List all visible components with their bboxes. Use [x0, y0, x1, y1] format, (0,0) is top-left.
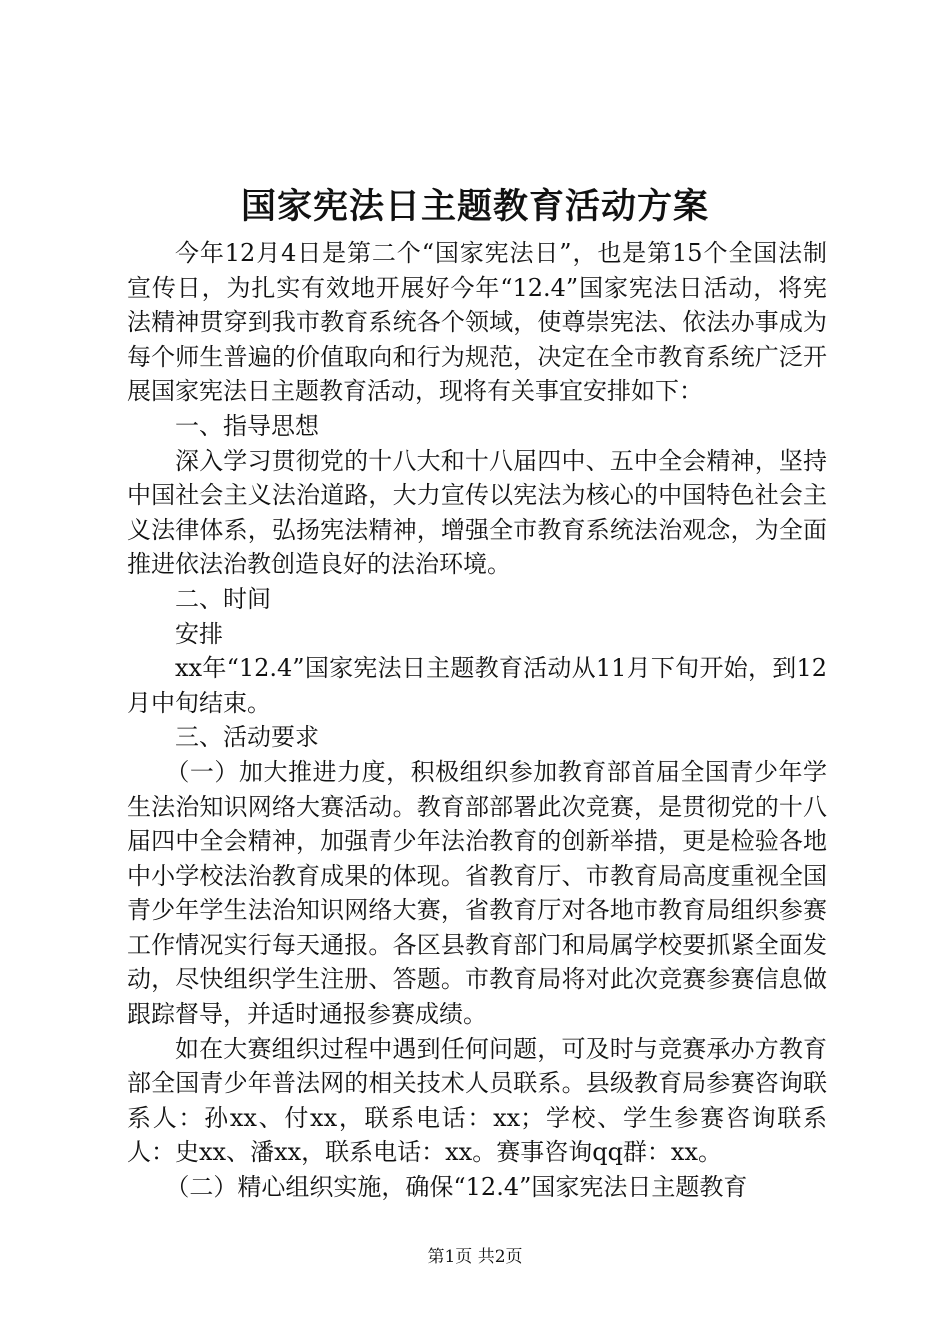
time-paragraph: xx年“12.4”国家宪法日主题教育活动从11月下旬开始，到12月中旬结束。: [127, 654, 827, 717]
document-body: [127, 236, 827, 1205]
section-heading-time: 二、时间: [175, 584, 271, 613]
guiding-ideology-paragraph: 深入学习贯彻党的十八大和十八届四中、五中全会精神，坚持中国社会主义法治道路，大力宣传以宪法为核心的中国特色社会主义法律体系，弘扬宪法精神，增强全市教育系统法治观念，为全面推进依法治教创造良好的法治环境。: [127, 446, 827, 579]
page-footer: 第1页 共2页: [427, 1247, 523, 1267]
document-title: 国家宪法日主题教育活动方案: [240, 186, 709, 227]
time-arrangement-label: 安排: [175, 619, 223, 648]
section-heading-requirements: 三、活动要求: [175, 723, 319, 752]
section-heading-guiding-ideology: 一、指导思想: [175, 411, 319, 440]
contact-paragraph: 如在大赛组织过程中遇到任何问题，可及时与竞赛承办方教育部全国青少年普法网的相关技术人员联系。县级教育局参赛咨询联系人：孙xx、付xx，联系电话：xx；学校、学生参赛咨询联系人：史xx、潘xx，联系电话：xx。赛事咨询qq群：xx。: [127, 1034, 827, 1167]
intro-paragraph: 今年12月4日是第二个“国家宪法日”，也是第15个全国法制宣传日，为扎实有效地开展好今年“12.4”国家宪法日活动，将宪法精神贯穿到我市教育系统各个领域，使尊崇宪法、依法办事成为每个师生普遍的价值取向和行为规范，决定在全市教育系统广泛开展国家宪法日主题教育活动，现将有关事宜安排如下：: [127, 239, 827, 406]
requirement-two-paragraph: （二）精心组织实施，确保“12.4”国家宪法日主题教育: [165, 1173, 748, 1202]
requirement-one-paragraph: （一）加大推进力度，积极组织参加教育部首届全国青少年学生法治知识网络大赛活动。教育部部署此次竞赛，是贯彻党的十八届四中全会精神，加强青少年法治教育的创新举措，更是检验各地中小学校法治教育成果的体现。省教育厅、市教育局高度重视全国青少年学生法治知识网络大赛，省教育厅对各地市教育局组织参赛工作情况实行每天通报。各区县教育部门和局属学校要抓紧全面发动，尽快组织学生注册、答题。市教育局将对此次竞赛参赛信息做跟踪督导，并适时通报参赛成绩。: [127, 757, 827, 1029]
